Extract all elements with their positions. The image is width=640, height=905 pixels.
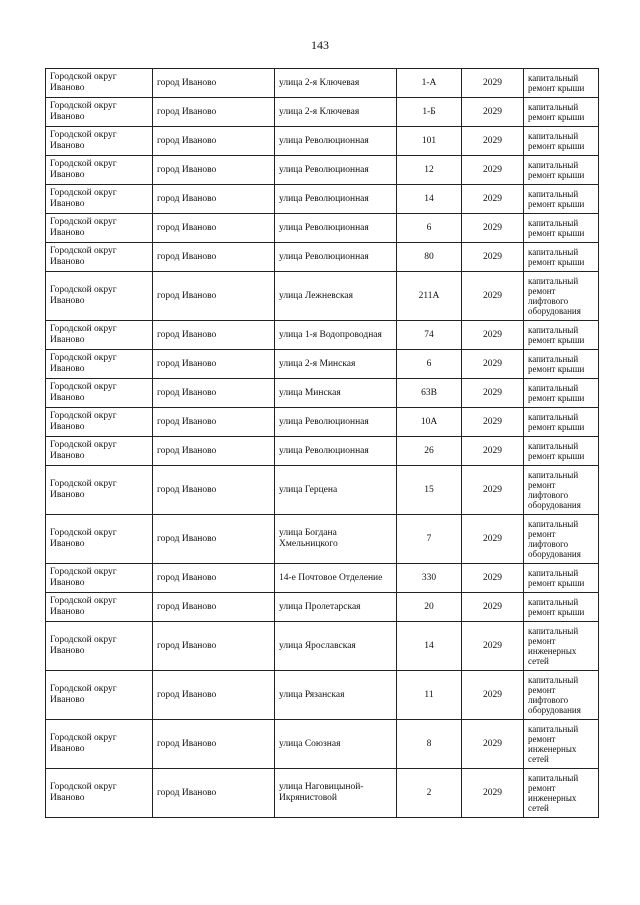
house-number-cell: 26 [397,437,462,466]
house-number-cell: 14 [397,622,462,671]
table-row [46,437,599,466]
city-cell: город Иваново [153,98,275,127]
street-cell: улица Революционная [275,127,397,156]
page-number: 143 [311,38,329,52]
house-number-cell: 20 [397,593,462,622]
work-type-cell: капитальный ремонт крыши [524,408,599,437]
district-cell: Городской округ Иваново [46,466,153,515]
house-number-cell: 80 [397,243,462,272]
city-cell: город Иваново [153,515,275,564]
district-cell: Городской округ Иваново [46,350,153,379]
table-row [46,350,599,379]
house-number-cell: 7 [397,515,462,564]
year-cell: 2029 [462,69,524,98]
table-row [46,272,599,321]
table-row [46,98,599,127]
city-cell: город Иваново [153,243,275,272]
year-cell: 2029 [462,466,524,515]
house-number-cell: 101 [397,127,462,156]
house-number-cell: 6 [397,214,462,243]
house-number-cell: 12 [397,156,462,185]
table-row [46,622,599,671]
district-cell: Городской округ Иваново [46,769,153,818]
work-type-cell: капитальный ремонт крыши [524,593,599,622]
year-cell: 2029 [462,156,524,185]
house-number-cell: 1-А [397,69,462,98]
street-cell: улица Союзная [275,720,397,769]
street-cell: улица Революционная [275,437,397,466]
street-cell: улица Революционная [275,408,397,437]
year-cell: 2029 [462,321,524,350]
district-cell: Городской округ Иваново [46,671,153,720]
work-type-cell: капитальный ремонт крыши [524,564,599,593]
work-type-cell: капитальный ремонт инженерных сетей [524,622,599,671]
district-cell: Городской округ Иваново [46,564,153,593]
city-cell: город Иваново [153,408,275,437]
work-type-cell: капитальный ремонт крыши [524,127,599,156]
street-cell: улица Богдана Хмельницкого [275,515,397,564]
table-row [46,379,599,408]
district-cell: Городской округ Иваново [46,720,153,769]
house-number-cell: 10А [397,408,462,437]
street-cell: 14-е Почтовое Отделение [275,564,397,593]
city-cell: город Иваново [153,593,275,622]
street-cell: улица Наговицыной-Икрянистовой [275,769,397,818]
district-cell: Городской округ Иваново [46,622,153,671]
city-cell: город Иваново [153,156,275,185]
street-cell: улица Революционная [275,185,397,214]
house-number-cell: 14 [397,185,462,214]
work-type-cell: капитальный ремонт крыши [524,69,599,98]
house-number-cell: 6 [397,350,462,379]
street-cell: улица 2-я Минская [275,350,397,379]
city-cell: город Иваново [153,350,275,379]
district-cell: Городской округ Иваново [46,272,153,321]
work-type-cell: капитальный ремонт лифтового оборудования [524,515,599,564]
table-row [46,408,599,437]
table-row [46,243,599,272]
table-row [46,593,599,622]
street-cell: улица Революционная [275,156,397,185]
work-type-cell: капитальный ремонт крыши [524,243,599,272]
street-cell: улица Минская [275,379,397,408]
work-type-cell: капитальный ремонт крыши [524,437,599,466]
table-row [46,321,599,350]
year-cell: 2029 [462,671,524,720]
table-row [46,564,599,593]
year-cell: 2029 [462,272,524,321]
district-cell: Городской округ Иваново [46,593,153,622]
city-cell: город Иваново [153,127,275,156]
year-cell: 2029 [462,408,524,437]
table-row [46,466,599,515]
year-cell: 2029 [462,515,524,564]
district-cell: Городской округ Иваново [46,243,153,272]
house-number-cell: 8 [397,720,462,769]
work-type-cell: капитальный ремонт инженерных сетей [524,720,599,769]
table-row [46,69,599,98]
house-number-cell: 1-Б [397,98,462,127]
table-row [46,127,599,156]
city-cell: город Иваново [153,379,275,408]
district-cell: Городской округ Иваново [46,515,153,564]
district-cell: Городской округ Иваново [46,214,153,243]
year-cell: 2029 [462,98,524,127]
city-cell: город Иваново [153,466,275,515]
city-cell: город Иваново [153,671,275,720]
street-cell: улица Пролетарская [275,593,397,622]
year-cell: 2029 [462,379,524,408]
year-cell: 2029 [462,243,524,272]
work-type-cell: капитальный ремонт лифтового оборудования [524,671,599,720]
street-cell: улица Ярославская [275,622,397,671]
house-number-cell: 11 [397,671,462,720]
year-cell: 2029 [462,127,524,156]
district-cell: Городской округ Иваново [46,127,153,156]
city-cell: город Иваново [153,185,275,214]
city-cell: город Иваново [153,769,275,818]
table-body [46,69,599,818]
year-cell: 2029 [462,185,524,214]
work-type-cell: капитальный ремонт крыши [524,214,599,243]
street-cell: улица 2-я Ключевая [275,69,397,98]
city-cell: город Иваново [153,437,275,466]
street-cell: улица Революционная [275,243,397,272]
street-cell: улица Герцена [275,466,397,515]
year-cell: 2029 [462,622,524,671]
street-cell: улица 1-я Водопроводная [275,321,397,350]
table-row [46,769,599,818]
work-type-cell: капитальный ремонт крыши [524,156,599,185]
district-cell: Городской округ Иваново [46,185,153,214]
work-type-cell: капитальный ремонт крыши [524,321,599,350]
district-cell: Городской округ Иваново [46,408,153,437]
table-row [46,156,599,185]
house-number-cell: 2 [397,769,462,818]
street-cell: улица Революционная [275,214,397,243]
city-cell: город Иваново [153,720,275,769]
year-cell: 2029 [462,593,524,622]
work-type-cell: капитальный ремонт крыши [524,379,599,408]
street-cell: улица 2-я Ключевая [275,98,397,127]
district-cell: Городской округ Иваново [46,98,153,127]
work-type-cell: капитальный ремонт крыши [524,350,599,379]
house-number-cell: 63В [397,379,462,408]
house-number-cell: 330 [397,564,462,593]
year-cell: 2029 [462,769,524,818]
district-cell: Городской округ Иваново [46,379,153,408]
table-row [46,214,599,243]
year-cell: 2029 [462,214,524,243]
city-cell: город Иваново [153,564,275,593]
city-cell: город Иваново [153,69,275,98]
district-cell: Городской округ Иваново [46,321,153,350]
work-type-cell: капитальный ремонт крыши [524,185,599,214]
table-row [46,185,599,214]
city-cell: город Иваново [153,622,275,671]
table-row [46,515,599,564]
year-cell: 2029 [462,437,524,466]
work-type-cell: капитальный ремонт лифтового оборудования [524,272,599,321]
house-number-cell: 211А [397,272,462,321]
year-cell: 2029 [462,350,524,379]
street-cell: улица Лежневская [275,272,397,321]
year-cell: 2029 [462,564,524,593]
city-cell: город Иваново [153,321,275,350]
work-type-cell: капитальный ремонт инженерных сетей [524,769,599,818]
city-cell: город Иваново [153,272,275,321]
table-row [46,671,599,720]
table-row [46,720,599,769]
work-type-cell: капитальный ремонт крыши [524,98,599,127]
district-cell: Городской округ Иваново [46,437,153,466]
work-type-cell: капитальный ремонт лифтового оборудования [524,466,599,515]
district-cell: Городской округ Иваново [46,69,153,98]
city-cell: город Иваново [153,214,275,243]
repair-schedule-table [45,68,599,818]
district-cell: Городской округ Иваново [46,156,153,185]
street-cell: улица Рязанская [275,671,397,720]
year-cell: 2029 [462,720,524,769]
house-number-cell: 74 [397,321,462,350]
house-number-cell: 15 [397,466,462,515]
